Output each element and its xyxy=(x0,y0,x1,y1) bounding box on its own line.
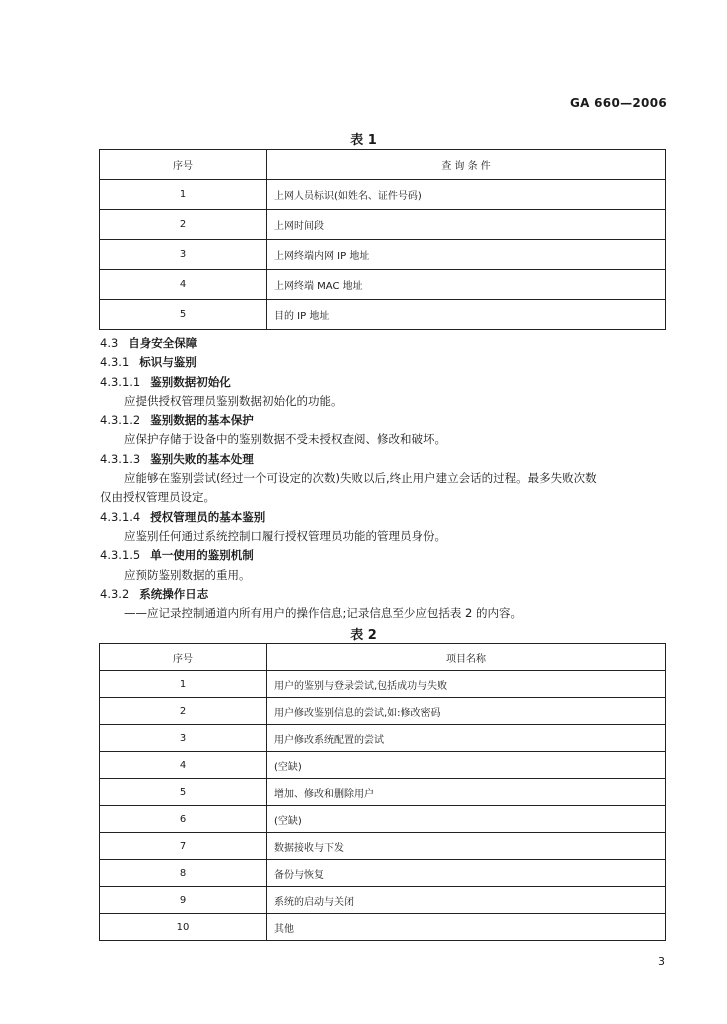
table1-title: 表 1 xyxy=(350,133,377,148)
table2-cell-index: 6 xyxy=(100,806,267,833)
table2-cell-item: 用户修改系统配置的尝试 xyxy=(267,725,666,752)
section-title: 鉴别数据的基本保护 xyxy=(150,413,254,428)
table2-cell-item: 用户修改鉴别信息的尝试,如:修改密码 xyxy=(267,698,666,725)
table1-header-row xyxy=(100,150,666,180)
table-row xyxy=(100,833,666,860)
table2-title: 表 2 xyxy=(350,628,377,643)
table2-cell-item: (空缺) xyxy=(267,806,666,833)
section-title: 单一使用的鉴别机制 xyxy=(150,548,254,563)
paragraph: 应提供授权管理员鉴别数据初始化的功能。 xyxy=(124,393,343,408)
table2-cell-item: 数据接收与下发 xyxy=(267,833,666,860)
section-number: 4.3.2 xyxy=(100,586,130,601)
table-row xyxy=(100,270,666,300)
section-title: 鉴别数据初始化 xyxy=(150,374,231,389)
table2 xyxy=(99,643,666,941)
table1-cell-condition: 上网终端 MAC 地址 xyxy=(267,270,666,300)
section-number: 4.3.1.1 xyxy=(100,374,141,389)
table-row xyxy=(100,887,666,914)
table2-header-row xyxy=(100,644,666,671)
paragraph: 应预防鉴别数据的重用。 xyxy=(124,567,251,582)
table1-cell-condition: 上网时间段 xyxy=(267,210,666,240)
section-title: 自身安全保障 xyxy=(128,336,198,350)
table1-cell-index: 4 xyxy=(100,270,267,300)
section-number: 4.3.1 xyxy=(100,355,130,370)
table1 xyxy=(99,149,666,330)
section-heading xyxy=(100,508,670,527)
section-heading xyxy=(100,373,670,392)
standard-code: GA 660—2006 xyxy=(569,96,667,110)
table-row xyxy=(100,210,666,240)
paragraph: 应能够在鉴别尝试(经过一个可设定的次数)失败以后,终止用户建立会话的过程。最多失败次数 xyxy=(124,471,597,486)
table1-cell-condition: 上网终端内网 IP 地址 xyxy=(267,240,666,270)
table1-header-index: 序号 xyxy=(100,150,267,180)
table1-cell-condition: 目的 IP 地址 xyxy=(267,300,666,330)
section-number: 4.3.1.2 xyxy=(100,413,141,428)
table1-cell-condition: 上网人员标识(如姓名、证件号码) xyxy=(267,180,666,210)
table2-cell-index: 4 xyxy=(100,752,267,779)
paragraph: 应保护存储于设备中的鉴别数据不受未授权查阅、修改和破坏。 xyxy=(124,432,446,447)
section-heading xyxy=(100,450,670,469)
section-number: 4.3 xyxy=(100,336,119,350)
table2-cell-item: 备份与恢复 xyxy=(267,860,666,887)
section-heading xyxy=(100,353,670,372)
table-row xyxy=(100,806,666,833)
table2-header-item: 项目名称 xyxy=(267,644,666,671)
table2-cell-item: 系统的启动与关闭 xyxy=(267,887,666,914)
section-heading xyxy=(100,585,670,604)
table1-cell-index: 2 xyxy=(100,210,267,240)
table2-cell-index: 8 xyxy=(100,860,267,887)
table-row xyxy=(100,914,666,941)
table-row xyxy=(100,779,666,806)
section-number: 4.3.1.3 xyxy=(100,451,141,466)
section-heading xyxy=(100,411,670,430)
section-heading xyxy=(100,546,670,565)
section-number: 4.3.1.5 xyxy=(100,548,141,563)
table-row xyxy=(100,725,666,752)
table-row xyxy=(100,180,666,210)
table2-cell-index: 3 xyxy=(100,725,267,752)
table1-header-condition: 查 询 条 件 xyxy=(267,150,666,180)
table2-cell-item: 增加、修改和删除用户 xyxy=(267,779,666,806)
paragraph-continuation: 仅由授权管理员设定。 xyxy=(100,490,215,505)
table2-cell-index: 7 xyxy=(100,833,267,860)
table-row xyxy=(100,300,666,330)
section-heading xyxy=(100,334,670,353)
section-title: 标识与鉴别 xyxy=(139,355,197,370)
table-row xyxy=(100,698,666,725)
page-number: 3 xyxy=(658,955,665,968)
table2-cell-index: 5 xyxy=(100,779,267,806)
paragraph: ——应记录控制通道内所有用户的操作信息;记录信息至少应包括表 2 的内容。 xyxy=(124,606,522,621)
table2-header-index: 序号 xyxy=(100,644,267,671)
table1-cell-index: 1 xyxy=(100,180,267,210)
table-row xyxy=(100,240,666,270)
table2-cell-index: 2 xyxy=(100,698,267,725)
table2-cell-item: 其他 xyxy=(267,914,666,941)
section-number: 4.3.1.4 xyxy=(100,509,141,524)
section-title: 鉴别失败的基本处理 xyxy=(150,451,254,466)
table1-cell-index: 5 xyxy=(100,300,267,330)
table-row xyxy=(100,671,666,698)
paragraph: 应鉴别任何通过系统控制口履行授权管理员功能的管理员身份。 xyxy=(124,528,446,543)
table1-cell-index: 3 xyxy=(100,240,267,270)
table2-cell-index: 1 xyxy=(100,671,267,698)
table-row xyxy=(100,860,666,887)
section-body xyxy=(100,334,670,623)
table2-cell-index: 10 xyxy=(100,914,267,941)
section-title: 系统操作日志 xyxy=(139,586,209,601)
table-row xyxy=(100,752,666,779)
table2-cell-item: (空缺) xyxy=(267,752,666,779)
table2-cell-item: 用户的鉴别与登录尝试,包括成功与失败 xyxy=(267,671,666,698)
section-title: 授权管理员的基本鉴别 xyxy=(150,509,266,524)
table2-cell-index: 9 xyxy=(100,887,267,914)
